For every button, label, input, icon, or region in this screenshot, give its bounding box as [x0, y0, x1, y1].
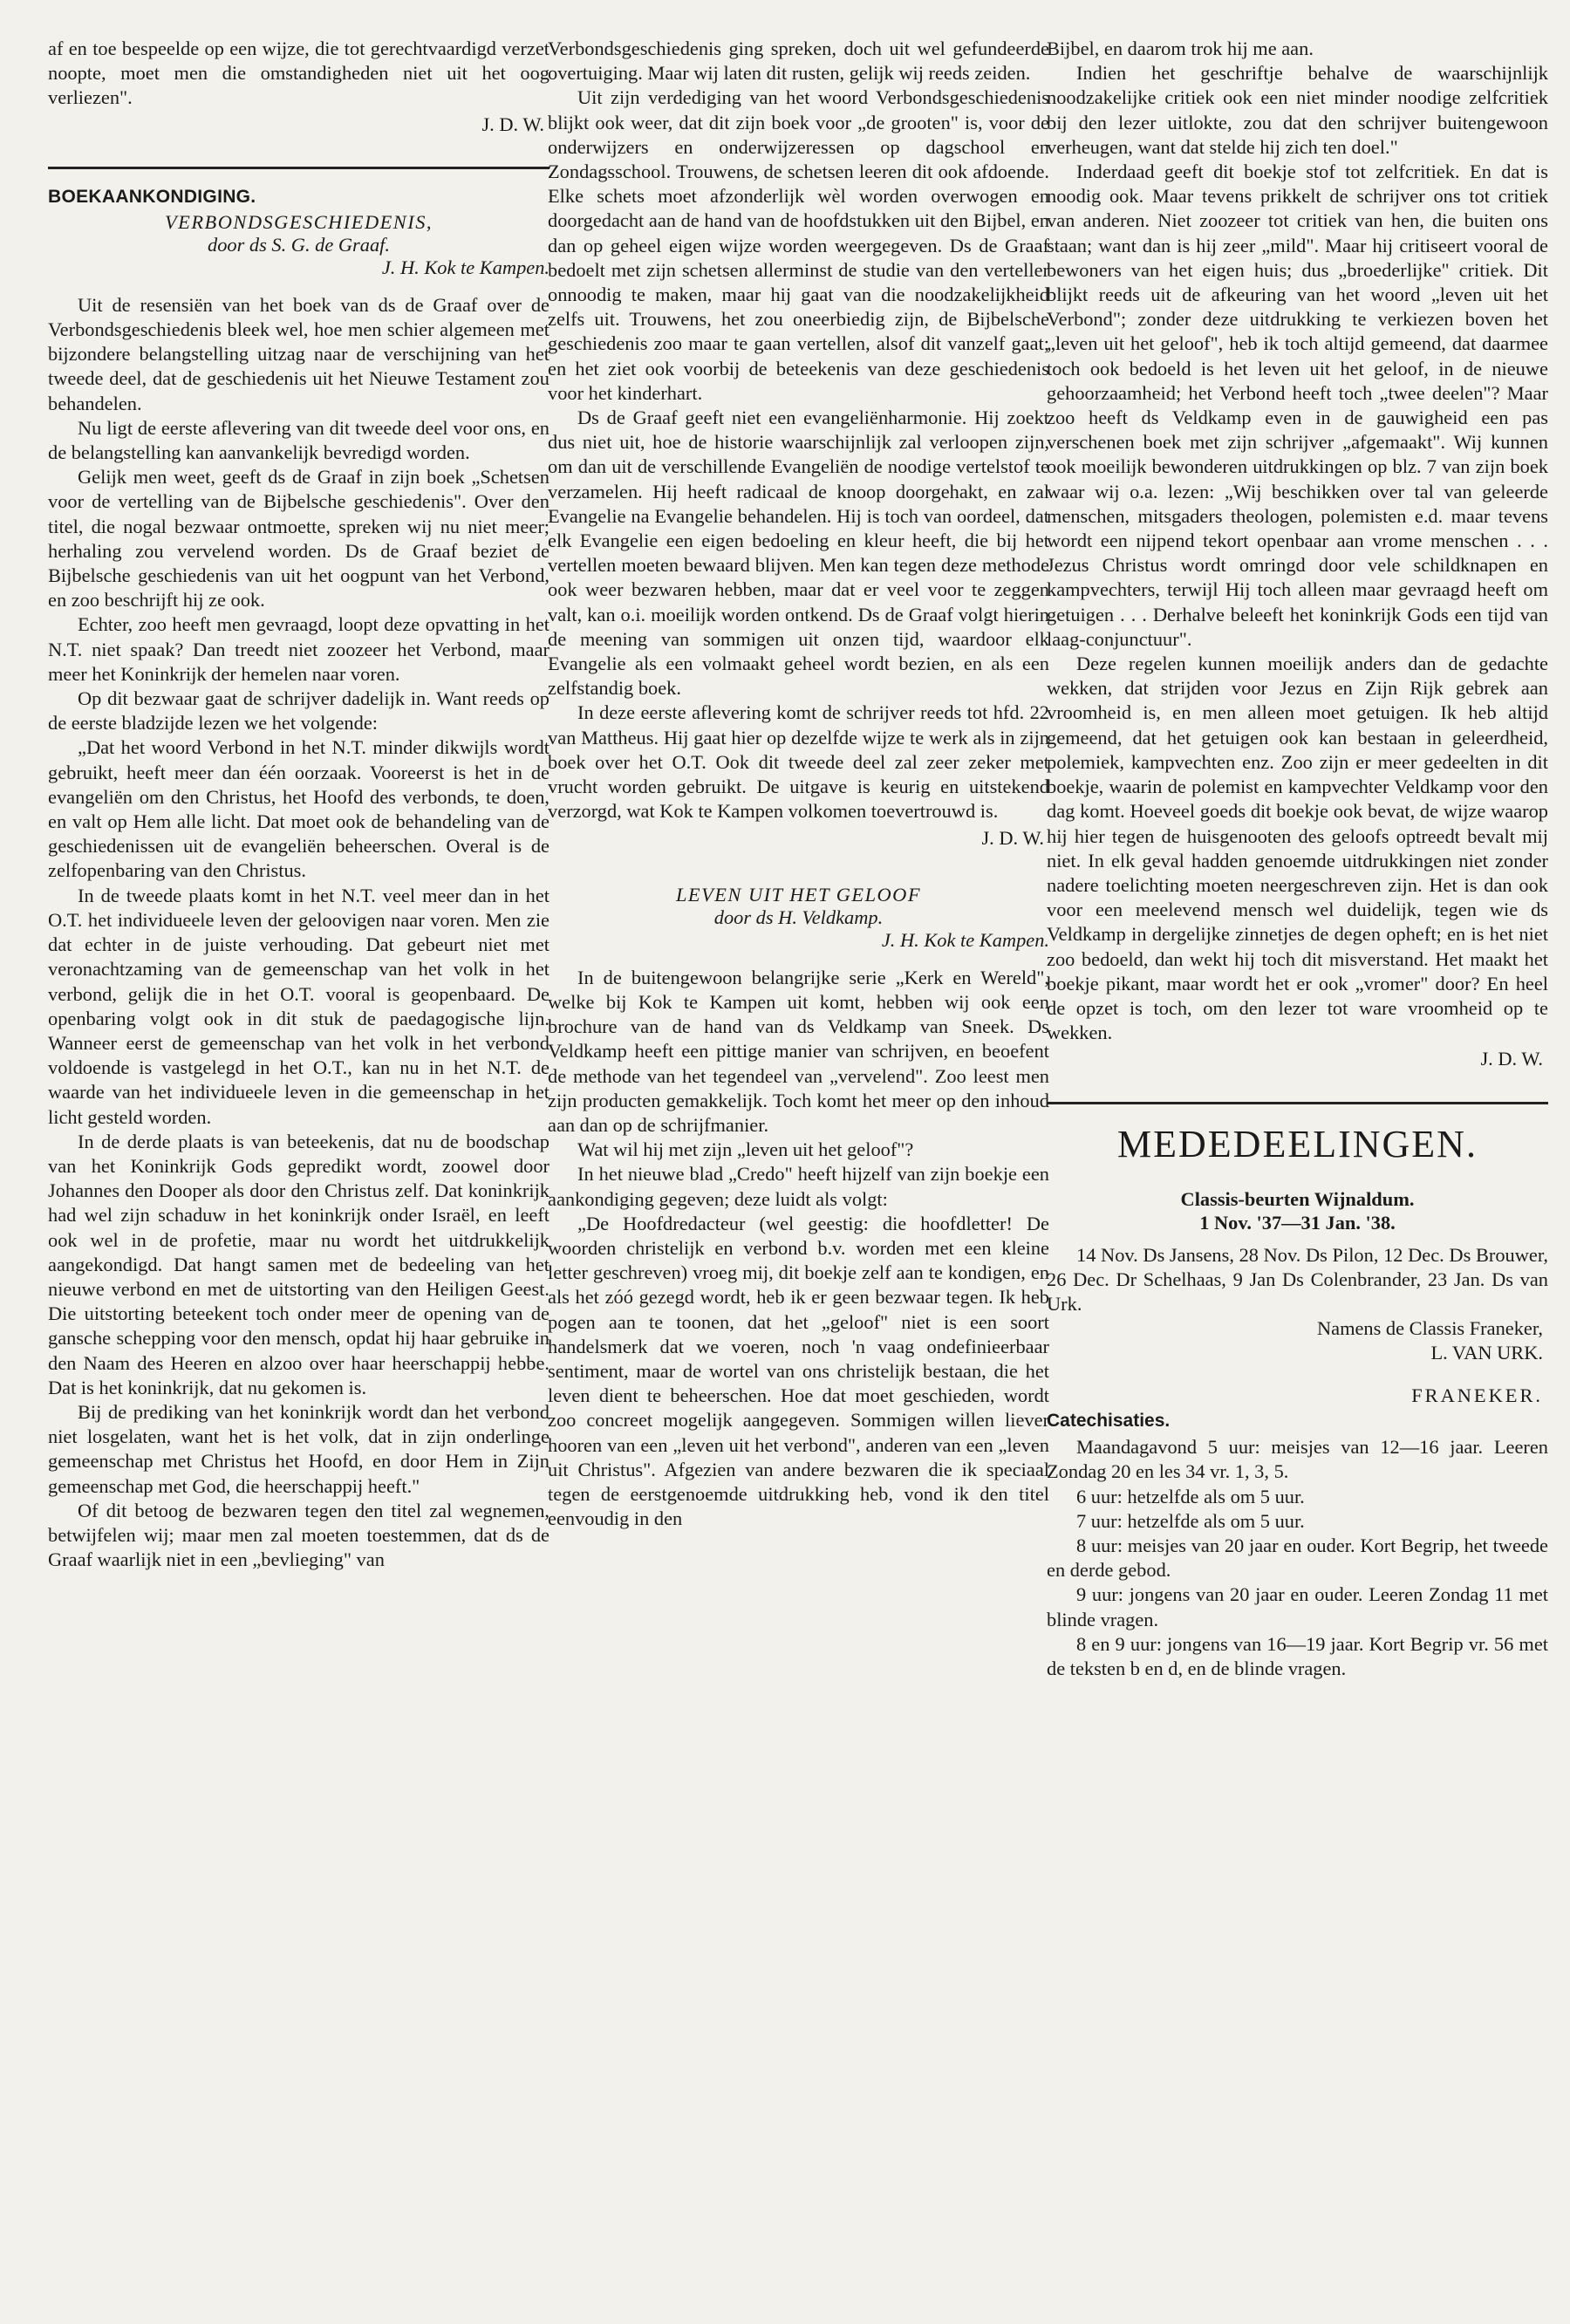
paragraph: Wat wil hij met zijn „leven uit het geloof"? [577, 1138, 914, 1161]
classis-schedule: 14 Nov. Ds Jansens, 28 Nov. Ds Pilon, 12 Dec. Ds Brouwer, 26 Dec. Dr Schelhaas, 9 Jan Ds Colenbrander, 23 Jan. Ds van Urk. [1047, 1243, 1548, 1315]
column-3 [1047, 37, 1548, 1681]
review-signature: J. D. W. [1480, 1048, 1543, 1070]
announcements-heading: MEDEDEELINGEN. [1117, 1122, 1478, 1165]
paragraph: Indien het geschriftje behalve de waarschijnlijk noodzakelijke critiek ook een niet minder noodige zelfcritiek bij den lezer uitlokte, zou dat den schrijver buitengewoon verheugen, want dat stelde hij zich ten doel." [1047, 62, 1548, 158]
section-divider [1047, 1102, 1548, 1104]
intro-signature: J. D. W. [481, 113, 544, 135]
place-heading: FRANEKER. [1411, 1384, 1543, 1407]
paragraph: Nu ligt de eerste aflevering van dit tweede deel voor ons, en de belangstelling kan aanvankelijk bevredigd worden. [48, 416, 550, 464]
section-divider [48, 167, 550, 169]
column-1 [48, 37, 550, 1572]
book-author: door ds S. G. de Graaf. [208, 233, 390, 256]
quote-paragraph: In de tweede plaats komt in het N.T. veel meer dan in het O.T. het individueele leven der geloovigen naar voren. Men zie dat echter in de juiste verhouding. Dat gebeurt niet met veronachtzaming van de gemeenschap van het volk in het verbond, gelijk die in het O.T. vooral is geopenbaard. De openbaring volgt ook in dit stuk de paedagogische lijn. Wanneer eerst de gemeenschap van het volk in het verbond voldoende is vastgelegd in het O.T., kan nu in het N.T. de waarde van het individueele leven in die gemeenschap in het licht gesteld worden. [48, 884, 550, 1128]
book-publisher: J. H. Kok te Kampen. [381, 256, 550, 278]
classis-title: Classis-beurten Wijnaldum. [1180, 1187, 1415, 1210]
section-heading: BOEKAANKONDIGING. [48, 186, 256, 207]
paragraph: Uit zijn verdediging van het woord Verbondsgeschiedenis blijkt ook weer, dat dit zijn boek voor „de grooten" is, voor de onderwijzers en onderwijzeressen op dagschool en Zondagsschool. Trouwens, de schetsen leeren dit ook afdoende. Elke schets moet afzonderlijk wèl worden overwogen en doorgedacht aan de hand van de hoofdstukken uit den Bijbel, en dan op geheel eigen wijze worden weergegeven. Ds de Graaf bedoelt met zijn schetsen allerminst de studie van den verteller onnoodig te maken, maar hij gaat van die noodzakelijkheid zelfs uit. Trouwens, het zou oneerbiedig zijn, de Bijbelsche geschiedenis zoo maar te gaan vertellen, alsof dit vanzelf gaat; en het ziet ook voorbij de beteekenis van deze geschiedenis voor het kinderhart. [548, 86, 1049, 404]
catechism-heading: Catechisaties. [1047, 1411, 1171, 1432]
paragraph: Echter, zoo heeft men gevraagd, loopt deze opvatting in het N.T. niet spaak? Dan treedt niet zoozeer het Verbond, maar meer het Koninkrijk der hemelen naar voren. [48, 613, 550, 685]
paragraph: In de buitengewoon belangrijke serie „Kerk en Wereld", welke bij Kok te Kampen uit komt, hebben wij ook een brochure van de hand van ds Veldkamp van Sneek. Ds Veldkamp heeft een pittige manier van schrijven, en beoefent de methode van het tegendeel van „vervelend". Zoo leest men zijn producten gemakkelijk. Toch komt het meer op den inhoud aan dan op de schrijfmanier. [548, 966, 1049, 1136]
catechism-item: 8 uur: meisjes van 20 jaar en ouder. Kort Begrip, het tweede en derde gebod. [1047, 1534, 1548, 1582]
paragraph: In deze eerste aflevering komt de schrijver reeds tot hfd. 22 van Mattheus. Hij gaat hier op dezelfde wijze te werk als in zijn boek over het O.T. Ook dit tweede deel zal zeer zeker met vrucht worden gebruikt. De uitgave is keurig en uitstekend verzorgd, wat Kok te Kampen volkomen toevertrouwd is. [548, 701, 1049, 823]
paragraph: Uit de resensiën van het boek van ds de Graaf over de Verbondsgeschiedenis bleek wel, hoe men schier algemeen met bijzondere belangstelling uitzag naar de verschijning van het tweede deel, dat de geschiedenis uit het Nieuwe Testament zou behandelen. [48, 293, 550, 414]
paragraph: Ds de Graaf geeft niet een evangeliënharmonie. Hij zoekt dus niet uit, hoe de historie waarschijnlijk zal verloopen zijn, om dan uit de verschillende Evangeliën de noodige vertelstof te verzamelen. Hij heeft radicaal de knoop doorgehakt, en zal Evangelie na Evangelie behandelen. Hij is toch van oordeel, dat elk Evangelie een eigen bedoeling en kleur heeft, die bij het vertellen moeten bewaard blijven. Men kan tegen deze methode ook weer bezwaren hebben, maar dat er veel voor te zeggen valt, kan o.i. moeilijk worden ontkend. Ds de Graaf volgt hierin de meening van sommigen uit onzen tijd, waardoor elk Evangelie als een volmaakt geheel wordt bezien, en als een zelfstandig boek. [548, 407, 1049, 700]
classis-dates: 1 Nov. '37—31 Jan. '38. [1199, 1211, 1396, 1234]
paragraph: In het nieuwe blad „Credo" heeft hijzelf van zijn boekje een aankondiging gegeven; deze luidt als volgt: [548, 1163, 1049, 1210]
paragraph: Inderdaad geeft dit boekje stof tot zelfcritiek. En dat is noodig ook. Maar tevens prikkelt de schrijver ons tot critiek van anderen. Niet zoozeer tot critiek van hen, die buiten ons staan; want dan is hij zeer „mild". Maar hij critiseert vooral de bewoners van het eigen huis; dus „broederlijke" critiek. Dit blijkt reeds uit de afkeuring van het woord „leven uit het Verbond"; zonder deze uitdrukking te verkiezen boven het „leven uit het geloof", heb ik toch altijd gemeend, dat daarmee toch ook bedoeld is het leven uit het geloof, in de nieuwe gehoorzaamheid; het Verbond heeft toch „twee deelen"? Maar zoo heeft ds Veldkamp even in de gauwigheid een pas verschenen boek met zijn schrijver „afgemaakt". Wij kunnen ook moeilijk bewonderen uitdrukkingen op blz. 7 van zijn boek waar wij o.a. lezen: „Wij beschikken over tal van geleerde menschen, mitsgaders theologen, polemisten e.d. maar tevens wordt een nijpend tekort openbaar aan vrome menschen . . . Jezus Christus wordt omringd door vele schildknapen en kampvechters, terwijl Hij toch alleen maar gevraagd heeft om getuigen . . . Derhalve beleeft het koninkrijk Gods een tijd van laag-conjunctuur". [1047, 161, 1548, 650]
book-title: LEVEN UIT HET GELOOF [675, 883, 922, 906]
paragraph: Deze regelen kunnen moeilijk anders dan de gedachte wekken, dat strijden voor Jezus en Zijn Rijk gebrek aan vroomheid is, en men alleen moet getuigen. Ik heb altijd gemeend, dat het getuigen ook kan bestaan in geleerdheid, polemiek, kampvechten enz. Zoo zijn er meer gedeelten in dit boekje, waarin de polemist en kampvechter Veldkamp voor den dag komt. Hoeveel goeds dit boekje ook bevat, de wijze waarop hij hier tegen de huisgenooten des geloofs optreedt bevalt mij niet. In elk geval hadden genoemde uitdrukkingen niet zonder nadere toelichting moeten neergeschreven zijn. Het is dan ook voor een meelevend mensch wel duidelijk, tegen wie ds Veldkamp in dergelijke zinnetjes de degen opheft; en is het niet zoo bedoeld, dan wekt hij toch dit misverstand. Het maakt het boekje pikant, maar wordt het er ook „vromer" door? En heel de opzet is toch, om den lezer tot ware vroomheid op te wekken. [1047, 653, 1548, 1044]
quote-paragraph: In de derde plaats is van beteekenis, dat nu de boodschap van het Koninkrijk Gods gepredikt wordt, zoowel door Johannes den Dooper als door den Christus zelf. Dat koninkrijk had wel zijn schaduw in het koninkrijk onder Israël, en leeft ook wel in de profetie, maar nu wordt het uitdrukkelijk aangekondigd. Dat hangt samen met de bedeeling van het nieuwe verbond en met de uitstorting van den Heiligen Geest. Die uitstorting beteekent toch onder meer de opening van de gansche schepping voor den mensch, opdat hij haar gebruike in den Naam des Heeren en alzoo over haar heerschappij hebbe. Dat is het koninkrijk, dat nu gekomen is. [48, 1130, 550, 1398]
paragraph: Bijbel, en daarom trok hij me aan. [1047, 38, 1314, 59]
book-author: door ds H. Veldkamp. [713, 906, 884, 928]
paragraph: Gelijk men weet, geeft ds de Graaf in zijn boek „Schetsen voor de vertelling van de Bijbelsche geschiedenis". Over den titel, die nogal bezwaar ontmoette, spreken wij nu niet meer; herhaling zou vervelend worden. Ds de Graaf beziet de Bijbelsche geschiedenis van uit het oogpunt van het Verbond, en zoo beschrijft hij ze ook. [48, 466, 550, 612]
book-title-block-2 [548, 884, 1049, 952]
book-title: VERBONDSGESCHIEDENIS, [165, 210, 433, 233]
column-2 [548, 37, 1049, 1531]
classis-signatory: L. VAN URK. [1430, 1342, 1543, 1364]
classis-signature-line: Namens de Classis Franeker, [1316, 1317, 1543, 1340]
quote-paragraph: Bij de prediking van het koninkrijk wordt dan het verbond niet losgelaten, want het is het volk, dat in zijn onderlinge gemeenschap met Christus het Hoofd, en door Hem in Zijn gemeenschap met God, die heerschappij heeft." [48, 1400, 550, 1497]
book-publisher: J. H. Kok te Kampen. [881, 928, 1049, 951]
review-signature: J. D. W. [981, 826, 1044, 849]
catechism-item: 9 uur: jongens van 20 jaar en ouder. Leeren Zondag 11 met blinde vragen. [1047, 1583, 1548, 1630]
intro-paragraph: af en toe bespeelde op een wijze, die tot gerechtvaardigd verzet noopte, moet men die omstandigheden niet uit het oog verliezen". [48, 38, 550, 109]
catechism-item: 7 uur: hetzelfde als om 5 uur. [1076, 1509, 1305, 1532]
book-title-block-1 [48, 211, 550, 279]
catechism-item: 6 uur: hetzelfde als om 5 uur. [1076, 1485, 1305, 1507]
paragraph: Op dit bezwaar gaat de schrijver dadelijk in. Want reeds op de eerste bladzijde lezen we het volgende: [48, 687, 550, 735]
catechism-item: Maandagavond 5 uur: meisjes van 12—16 jaar. Leeren Zondag 20 en les 34 vr. 1, 3, 5. [1047, 1436, 1548, 1483]
paragraph: Of dit betoog de bezwaren tegen den titel zal wegnemen, betwijfelen wij; maar men zal moeten toestemmen, dat ds de Graaf waarlijk niet in een „bevlieging" van [48, 1499, 550, 1571]
paragraph: Verbondsgeschiedenis ging spreken, doch uit wel gefundeerde overtuiging. Maar wij laten dit rusten, gelijk wij reeds zeiden. [548, 38, 1049, 85]
catechism-item: 8 en 9 uur: jongens van 16—19 jaar. Kort Begrip vr. 56 met de teksten b en d, en de blinde vragen. [1047, 1632, 1548, 1679]
quote-paragraph: „De Hoofdredacteur (wel geestig: die hoofdletter! De woorden christelijk en verbond b.v. worden met een kleine letter geschreven) vroeg mij, dit boekje zelf aan te kondigen, en als het zóó gezegd wordt, heb ik er geen bezwaar tegen. Ik heb pogen aan te toonen, dat het „geloof" niet is een soort handelsmerk dat we voeren, noch 'n vaag ondefinieerbaar sentiment, maar de wortel van ons christelijk bestaan, die het leven dient te beheerschen. Hoe dat moet geschieden, wordt zoo concreet mogelijk aangegeven. Sommigen willen liever hooren van een „leven uit het verbond", anderen van een „leven uit Christus". Afgezien van andere bezwaren die ik speciaal tegen de eerstgenoemde uitdrukking heb, vond ik den titel eenvoudig in den [548, 1212, 1049, 1530]
quote-paragraph: „Dat het woord Verbond in het N.T. minder dikwijls wordt gebruikt, heeft meer dan één oorzaak. Vooreerst is het in de evangeliën om den Christus, het Hoofd des verbonds, te doen, en valt op Hem alle licht. Dat moet ook de behandeling van de geschiedenissen uit de evangeliën beheerschen. Overal is de zelfopenbaring van den Christus. [48, 736, 550, 882]
